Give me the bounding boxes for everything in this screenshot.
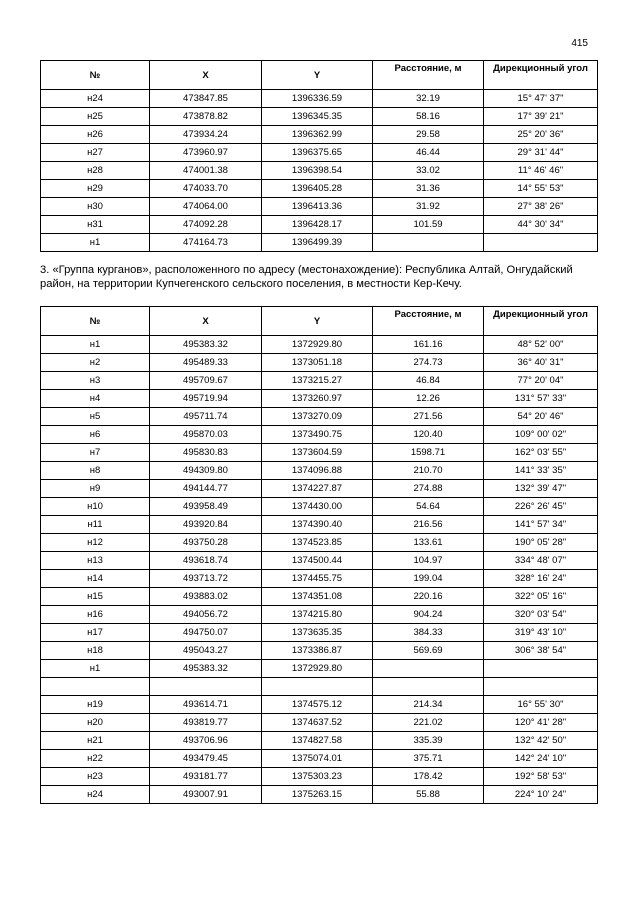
table-row <box>41 516 598 534</box>
cell-x: 493479.45 <box>150 750 262 768</box>
cell-y: 1396375.65 <box>262 144 373 162</box>
cell-direction-angle: 226° 26' 45" <box>484 498 598 516</box>
cell-point-number: н22 <box>41 750 150 768</box>
cell-distance <box>373 660 484 678</box>
cell-direction-angle: 141° 57' 34" <box>484 516 598 534</box>
cell-x: 493618.74 <box>150 552 262 570</box>
cell-point-number: н1 <box>41 660 150 678</box>
cell-x: 495709.67 <box>150 372 262 390</box>
cell-direction-angle: 109° 00' 02" <box>484 426 598 444</box>
cell-distance: 271.56 <box>373 408 484 426</box>
table-row <box>41 354 598 372</box>
cell-y: 1374215.80 <box>262 606 373 624</box>
cell-y: 1374575.12 <box>262 696 373 714</box>
coordinates-table-1 <box>40 60 598 252</box>
cell-direction-angle: 44° 30' 34" <box>484 216 598 234</box>
cell-point-number: н29 <box>41 180 150 198</box>
cell-distance: 58.16 <box>373 108 484 126</box>
cell-direction-angle: 16° 55' 30" <box>484 696 598 714</box>
cell-direction-angle <box>484 234 598 252</box>
cell-y: 1396362.99 <box>262 126 373 144</box>
cell-direction-angle: 319° 43' 10" <box>484 624 598 642</box>
table-row <box>41 234 598 252</box>
cell-y: 1373215.27 <box>262 372 373 390</box>
cell-distance: 199.04 <box>373 570 484 588</box>
cell-distance: 375.71 <box>373 750 484 768</box>
cell-y: 1375074.01 <box>262 750 373 768</box>
cell-point-number: н25 <box>41 108 150 126</box>
cell-distance: 384.33 <box>373 624 484 642</box>
table-row <box>41 678 598 696</box>
header-direction-angle: Дирекционный угол <box>484 307 598 336</box>
cell-x: 493181.77 <box>150 768 262 786</box>
cell-direction-angle: 328° 16' 24" <box>484 570 598 588</box>
cell-distance: 161.16 <box>373 336 484 354</box>
cell-point-number: н5 <box>41 408 150 426</box>
cell-y: 1396398.54 <box>262 162 373 180</box>
cell-x: 494309.80 <box>150 462 262 480</box>
cell-x: 495383.32 <box>150 336 262 354</box>
cell-direction-angle: 15° 47' 37" <box>484 90 598 108</box>
table-row <box>41 570 598 588</box>
cell-distance: 55.88 <box>373 786 484 804</box>
cell-point-number: н6 <box>41 426 150 444</box>
table-row <box>41 624 598 642</box>
cell-distance <box>373 234 484 252</box>
cell-distance: 29.58 <box>373 126 484 144</box>
cell-y: 1374351.08 <box>262 588 373 606</box>
cell-direction-angle: 132° 39' 47" <box>484 480 598 498</box>
table-header-row <box>41 307 598 336</box>
cell-distance: 12.26 <box>373 390 484 408</box>
cell-distance: 133.61 <box>373 534 484 552</box>
cell-distance: 220.16 <box>373 588 484 606</box>
cell-distance: 221.02 <box>373 714 484 732</box>
header-number: № <box>41 61 150 90</box>
cell-point-number: н4 <box>41 390 150 408</box>
cell-y: 1374523.85 <box>262 534 373 552</box>
header-y: Y <box>262 307 373 336</box>
table-row <box>41 198 598 216</box>
cell-x: 473847.85 <box>150 90 262 108</box>
cell-point-number: н30 <box>41 198 150 216</box>
cell-y: 1372929.80 <box>262 660 373 678</box>
cell-direction-angle: 132° 42' 50" <box>484 732 598 750</box>
cell-distance: 214.34 <box>373 696 484 714</box>
cell-distance: 32.19 <box>373 90 484 108</box>
cell-distance: 46.84 <box>373 372 484 390</box>
cell-x: 494144.77 <box>150 480 262 498</box>
cell-direction-angle: 25° 20' 36" <box>484 126 598 144</box>
table-row <box>41 408 598 426</box>
cell-x: 495830.83 <box>150 444 262 462</box>
cell-y: 1374430.00 <box>262 498 373 516</box>
table-body <box>41 90 598 252</box>
cell-direction-angle: 27° 38' 26" <box>484 198 598 216</box>
cell-distance: 33.02 <box>373 162 484 180</box>
cell-point-number: н1 <box>41 336 150 354</box>
cell-x: 495870.03 <box>150 426 262 444</box>
cell-point-number: н9 <box>41 480 150 498</box>
table-row <box>41 480 598 498</box>
cell-point-number: н31 <box>41 216 150 234</box>
table-row <box>41 696 598 714</box>
cell-direction-angle: 77° 20' 04" <box>484 372 598 390</box>
cell-y: 1396336.59 <box>262 90 373 108</box>
cell-distance: 274.88 <box>373 480 484 498</box>
cell-direction-angle: 306° 38' 54" <box>484 642 598 660</box>
cell-distance: 104.97 <box>373 552 484 570</box>
cell-direction-angle: 54° 20' 46" <box>484 408 598 426</box>
table-row <box>41 660 598 678</box>
table-row <box>41 552 598 570</box>
cell-point-number: н13 <box>41 552 150 570</box>
cell-direction-angle: 17° 39' 21" <box>484 108 598 126</box>
coordinates-table-2 <box>40 306 598 804</box>
table-row <box>41 162 598 180</box>
cell-y: 1373270.09 <box>262 408 373 426</box>
cell-y <box>262 678 373 696</box>
cell-direction-angle: 141° 33' 35" <box>484 462 598 480</box>
cell-point-number: н3 <box>41 372 150 390</box>
cell-y: 1374637.52 <box>262 714 373 732</box>
table-row <box>41 462 598 480</box>
table-row <box>41 390 598 408</box>
cell-point-number: н28 <box>41 162 150 180</box>
cell-point-number: н14 <box>41 570 150 588</box>
cell-distance: 210.70 <box>373 462 484 480</box>
table-row <box>41 642 598 660</box>
cell-y: 1374500.44 <box>262 552 373 570</box>
cell-point-number: н8 <box>41 462 150 480</box>
cell-x: 494056.72 <box>150 606 262 624</box>
table-row <box>41 750 598 768</box>
cell-distance: 31.36 <box>373 180 484 198</box>
cell-y: 1372929.80 <box>262 336 373 354</box>
cell-distance: 31.92 <box>373 198 484 216</box>
cell-direction-angle: 131° 57' 33" <box>484 390 598 408</box>
cell-x: 495489.33 <box>150 354 262 372</box>
cell-y: 1374096.88 <box>262 462 373 480</box>
header-y: Y <box>262 61 373 90</box>
cell-y: 1373386.87 <box>262 642 373 660</box>
cell-y: 1373260.97 <box>262 390 373 408</box>
table-row <box>41 336 598 354</box>
cell-x: 473960.97 <box>150 144 262 162</box>
cell-y: 1375263.15 <box>262 786 373 804</box>
cell-y: 1375303.23 <box>262 768 373 786</box>
cell-y: 1373635.35 <box>262 624 373 642</box>
cell-distance: 335.39 <box>373 732 484 750</box>
cell-y: 1396413.36 <box>262 198 373 216</box>
header-x: X <box>150 61 262 90</box>
cell-point-number: н16 <box>41 606 150 624</box>
header-distance: Расстояние, м <box>373 61 484 90</box>
cell-direction-angle: 192° 58' 53" <box>484 768 598 786</box>
cell-x: 493883.02 <box>150 588 262 606</box>
cell-point-number: н21 <box>41 732 150 750</box>
table-body <box>41 336 598 804</box>
cell-x: 495711.74 <box>150 408 262 426</box>
cell-x: 474092.28 <box>150 216 262 234</box>
cell-y: 1396405.28 <box>262 180 373 198</box>
cell-x: 493614.71 <box>150 696 262 714</box>
cell-direction-angle: 224° 10' 24" <box>484 786 598 804</box>
page-number: 415 <box>571 38 588 49</box>
cell-distance: 178.42 <box>373 768 484 786</box>
cell-point-number: н27 <box>41 144 150 162</box>
cell-x: 493920.84 <box>150 516 262 534</box>
cell-x: 494750.07 <box>150 624 262 642</box>
header-direction-angle: Дирекционный угол <box>484 61 598 90</box>
table-row <box>41 90 598 108</box>
table-row <box>41 372 598 390</box>
table-row <box>41 714 598 732</box>
cell-distance: 216.56 <box>373 516 484 534</box>
cell-distance: 904.24 <box>373 606 484 624</box>
table-header-row <box>41 61 598 90</box>
table-row <box>41 768 598 786</box>
cell-direction-angle: 334° 48' 07" <box>484 552 598 570</box>
cell-x: 474064.00 <box>150 198 262 216</box>
cell-x: 495043.27 <box>150 642 262 660</box>
cell-point-number: н20 <box>41 714 150 732</box>
cell-point-number: н15 <box>41 588 150 606</box>
table-row <box>41 108 598 126</box>
cell-direction-angle: 322° 05' 16" <box>484 588 598 606</box>
cell-point-number <box>41 678 150 696</box>
cell-distance <box>373 678 484 696</box>
cell-y: 1396428.17 <box>262 216 373 234</box>
cell-direction-angle: 120° 41' 28" <box>484 714 598 732</box>
cell-x: 474033.70 <box>150 180 262 198</box>
cell-point-number: н7 <box>41 444 150 462</box>
cell-x: 493007.91 <box>150 786 262 804</box>
cell-direction-angle: 36° 40' 31" <box>484 354 598 372</box>
cell-x: 493713.72 <box>150 570 262 588</box>
cell-y: 1396345.35 <box>262 108 373 126</box>
table-row <box>41 588 598 606</box>
cell-distance: 274.73 <box>373 354 484 372</box>
table-row <box>41 180 598 198</box>
cell-x: 495383.32 <box>150 660 262 678</box>
cell-direction-angle: 29° 31' 44" <box>484 144 598 162</box>
cell-y: 1374455.75 <box>262 570 373 588</box>
table-row <box>41 216 598 234</box>
table-row <box>41 426 598 444</box>
cell-x: 493819.77 <box>150 714 262 732</box>
cell-direction-angle: 190° 05' 28" <box>484 534 598 552</box>
cell-distance: 569.69 <box>373 642 484 660</box>
cell-direction-angle: 142° 24' 10" <box>484 750 598 768</box>
cell-point-number: н11 <box>41 516 150 534</box>
cell-point-number: н10 <box>41 498 150 516</box>
cell-y: 1374390.40 <box>262 516 373 534</box>
cell-point-number: н24 <box>41 90 150 108</box>
cell-point-number: н26 <box>41 126 150 144</box>
cell-y: 1396499.39 <box>262 234 373 252</box>
header-number: № <box>41 307 150 336</box>
cell-point-number: н23 <box>41 768 150 786</box>
cell-x: 493958.49 <box>150 498 262 516</box>
cell-distance: 101.59 <box>373 216 484 234</box>
cell-x: 474164.73 <box>150 234 262 252</box>
cell-point-number: н1 <box>41 234 150 252</box>
table-row <box>41 786 598 804</box>
cell-direction-angle: 11° 46' 46" <box>484 162 598 180</box>
cell-y: 1373051.18 <box>262 354 373 372</box>
table-row <box>41 144 598 162</box>
cell-point-number: н18 <box>41 642 150 660</box>
cell-direction-angle <box>484 678 598 696</box>
cell-x: 474001.38 <box>150 162 262 180</box>
cell-direction-angle: 14° 55' 53" <box>484 180 598 198</box>
table-row <box>41 606 598 624</box>
cell-point-number: н12 <box>41 534 150 552</box>
table-row <box>41 732 598 750</box>
header-distance: Расстояние, м <box>373 307 484 336</box>
cell-distance: 1598.71 <box>373 444 484 462</box>
cell-x: 493706.96 <box>150 732 262 750</box>
table-row <box>41 534 598 552</box>
cell-x: 495719.94 <box>150 390 262 408</box>
cell-distance: 120.40 <box>373 426 484 444</box>
cell-point-number: н24 <box>41 786 150 804</box>
cell-x <box>150 678 262 696</box>
cell-distance: 54.64 <box>373 498 484 516</box>
cell-y: 1373490.75 <box>262 426 373 444</box>
header-x: X <box>150 307 262 336</box>
cell-direction-angle: 162° 03' 55" <box>484 444 598 462</box>
cell-direction-angle <box>484 660 598 678</box>
cell-x: 473878.82 <box>150 108 262 126</box>
cell-y: 1374227.87 <box>262 480 373 498</box>
cell-direction-angle: 48° 52' 00" <box>484 336 598 354</box>
cell-point-number: н19 <box>41 696 150 714</box>
cell-y: 1374827.58 <box>262 732 373 750</box>
table-row <box>41 498 598 516</box>
cell-direction-angle: 320° 03' 54" <box>484 606 598 624</box>
table-row <box>41 444 598 462</box>
cell-distance: 46.44 <box>373 144 484 162</box>
cell-point-number: н2 <box>41 354 150 372</box>
cell-y: 1373604.59 <box>262 444 373 462</box>
cell-point-number: н17 <box>41 624 150 642</box>
table-row <box>41 126 598 144</box>
cell-x: 493750.28 <box>150 534 262 552</box>
cell-x: 473934.24 <box>150 126 262 144</box>
section-caption: 3. «Группа курганов», расположенного по адресу (местонахождение): Республика Алтай, Онгудайский район, на территории Купчегенского сельского поселения, в местности Кер-Кечу. <box>40 264 573 290</box>
